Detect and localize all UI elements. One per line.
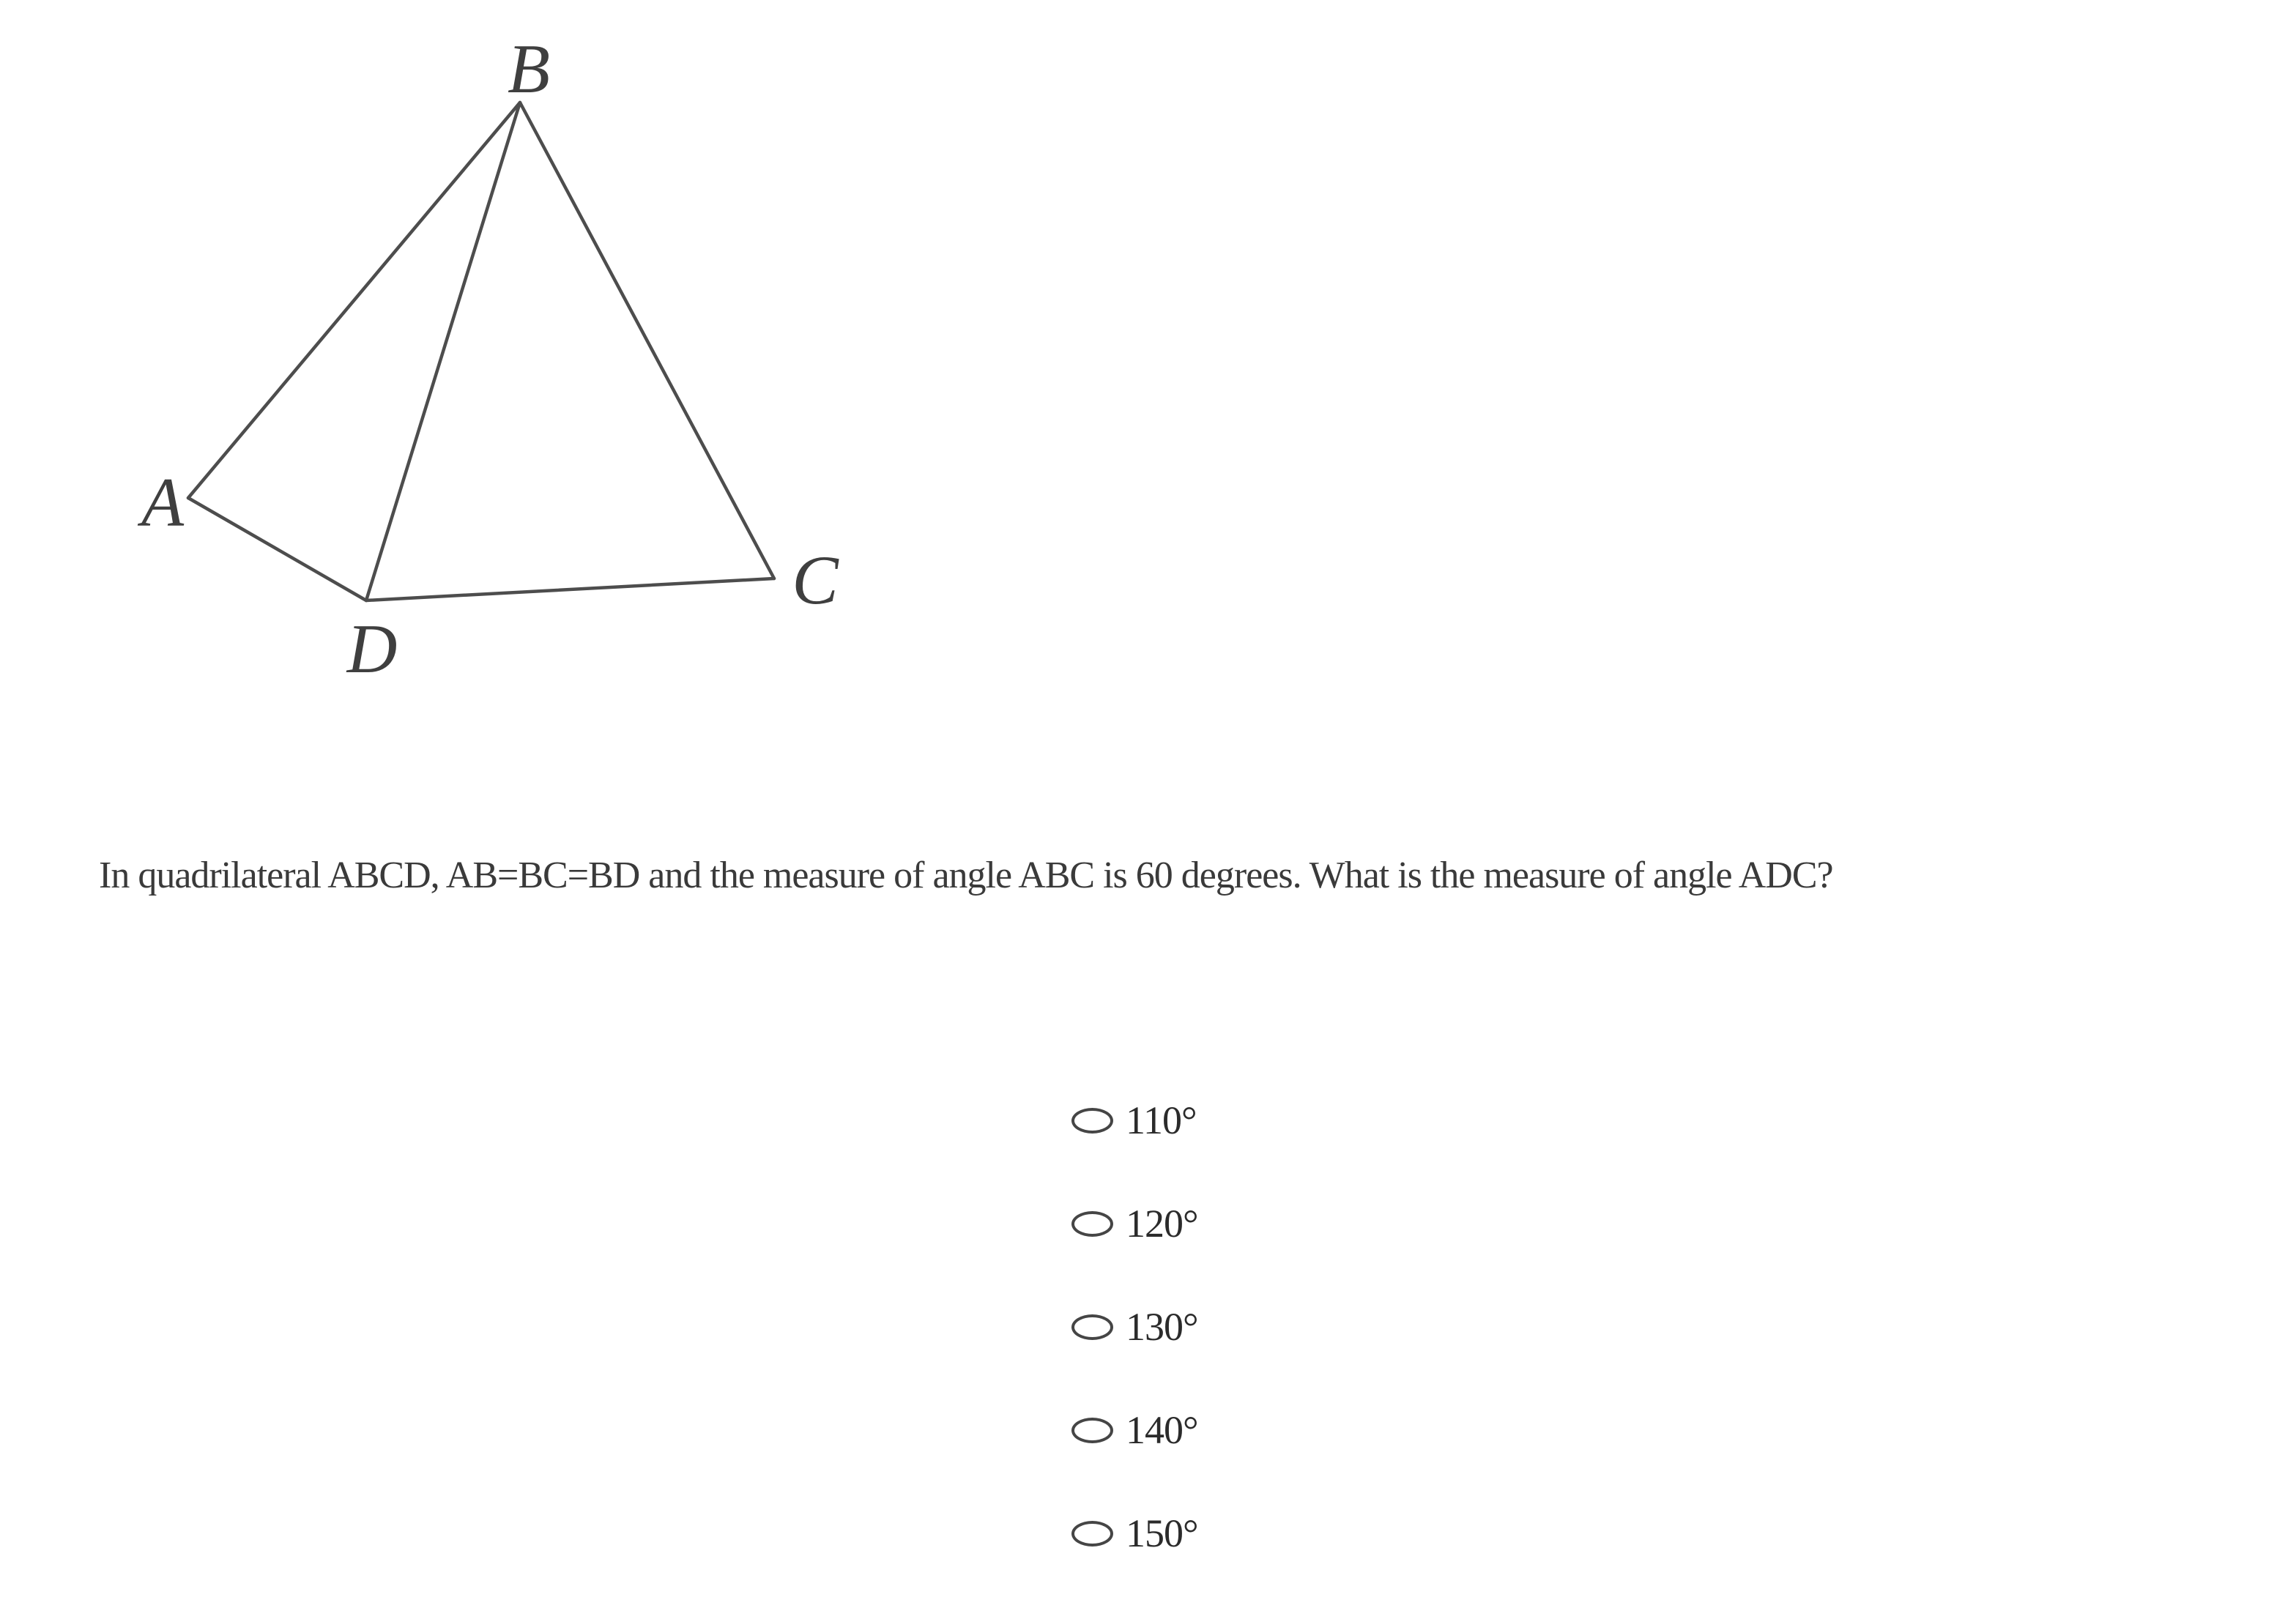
edge-ab	[188, 103, 520, 498]
option-row-130[interactable]	[1071, 1305, 1198, 1349]
radio-button-130[interactable]	[1071, 1314, 1113, 1340]
quadrilateral-abcd-svg	[0, 0, 915, 732]
option-row-120[interactable]	[1071, 1202, 1198, 1246]
option-row-110[interactable]	[1071, 1098, 1198, 1142]
option-label-140[interactable]: 140°	[1126, 1408, 1198, 1452]
option-label-150[interactable]: 150°	[1126, 1511, 1198, 1555]
edge-ad	[188, 498, 366, 600]
option-row-150[interactable]	[1071, 1511, 1198, 1555]
geometry-figure	[0, 0, 915, 732]
edge-bd	[366, 103, 520, 600]
option-row-140[interactable]	[1071, 1408, 1198, 1452]
option-label-130[interactable]: 130°	[1126, 1305, 1198, 1349]
vertex-label-a: A	[141, 464, 185, 541]
edge-dc	[366, 578, 774, 600]
option-label-120[interactable]: 120°	[1126, 1202, 1198, 1246]
vertex-label-c: C	[792, 541, 839, 619]
radio-button-150[interactable]	[1071, 1521, 1113, 1547]
radio-button-120[interactable]	[1071, 1211, 1113, 1237]
vertex-label-d: D	[346, 610, 398, 688]
vertex-label-b: B	[507, 30, 551, 108]
question-text: In quadrilateral ABCD, AB=BC=BD and the measure of angle ABC is 60 degrees. What is the measure of angle ADC?	[99, 855, 1833, 896]
radio-button-140[interactable]	[1071, 1418, 1113, 1443]
answer-options	[1071, 1098, 1198, 1615]
edge-bc	[520, 103, 774, 578]
radio-button-110[interactable]	[1071, 1108, 1113, 1134]
option-label-110[interactable]: 110°	[1126, 1098, 1197, 1142]
